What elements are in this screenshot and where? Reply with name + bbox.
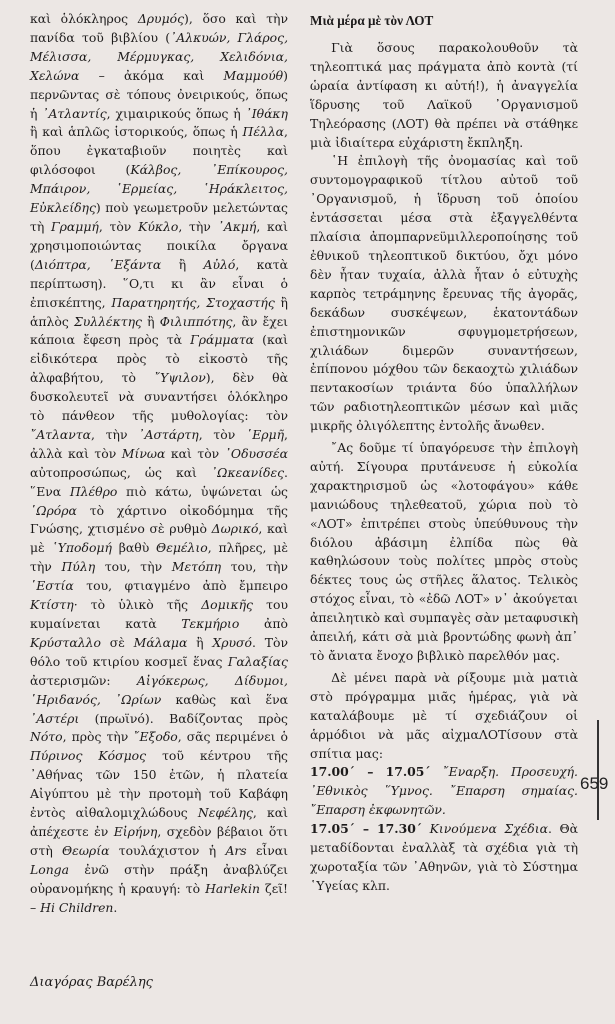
right-column — [310, 12, 578, 896]
paragraph-4: Δὲ μένει παρὰ νὰ ρίξουμε μιὰ ματιὰ στὸ πρόγραμμα μιᾶς ἡμέρας, γιὰ νὰ καταλάβουμε μὲ τί σχεδιάζουν οἱ ἁρμόδιοι νὰ μᾶς αἰχμαΛΟΤίσουν στὰ σπίτια μας: — [310, 669, 578, 761]
schedule-time-1: 17.00΄ – 17.05΄ — [310, 764, 431, 780]
schedule-text-1: ῎Εναρξη. Προσευχή. ᾿Εθνικὸς ῞Υμνος. ῎Επαρση σημαίας. ῎Επαρση ἐκφωνητῶν. — [310, 764, 578, 818]
schedule-text-2b: . Θὰ μεταδίδονται ἐναλλὰξ τὰ σχέδια γιὰ τὴ χωροταξία τῶν ᾿Αθηνῶν, γιὰ τὸ Σύστημα ῾Υγείας κλπ. — [310, 821, 578, 893]
left-column — [30, 10, 288, 918]
article-heading: Μιὰ μέρα μὲ τὸν ΛΟΤ — [310, 13, 434, 28]
schedule-text-2a: Κινούμενα Σχέδια — [429, 821, 548, 837]
author-signature: Διαγόρας Βαρέλης — [30, 975, 153, 990]
schedule-time-2: 17.05΄ – 17.30΄ — [310, 821, 423, 837]
paragraph-2: ῾Η ἐπιλογὴ τῆς ὀνομασίας καὶ τοῦ συντομογραφικοῦ τίτλου αὐτοῦ τοῦ ᾿Οργανισμοῦ, ἡ ἵδρυση τοῦ ὁποίου ἐντάσσεται μέσα στὰ ἐξαγγελθέντα πλαίσια ἀπομπαρνεϋμιλλεροποίησης τοῦ ἐθνικοῦ τηλεοπτικοῦ δικτύου, ὄχι μόνο δὲν ἦταν τυχαία, ἀλλὰ ἦταν ὁ εὐτυχὴς καρπὸς τετράμηνης ἔρευνας τῆς ἀγορᾶς, δεκάδων συσκέψεων, ἑκατοντάδων ἐπιστημονικῶν σφυγμομετρήσεων, χιλιάδων διμερῶν συναντήσεων, ἐπίπονου μόχθου τῶν δεκαοχτὼ χιλιάδων πεντακοσίων τριάντα δύο ὑπαλλήλων τῶν ραδιοτηλεοπτικῶν μέσων καὶ μιᾶς μικρῆς ὀλιγόλεπτης ἐντολῆς ἄνωθεν. — [310, 153, 578, 434]
paragraph-1: Γιὰ ὅσους παρακολουθοῦν τὰ τηλεοπτικά μας πράγματα ἀπὸ κοντὰ (τί ὡραία ἀντίφαση κι αὐτή!), ἡ ἀναγγελία ἵδρυσης τοῦ Λαϊκοῦ ᾿Οργανισμοῦ Τηλεόρασης (ΛΟΤ) θὰ πρέπει νὰ στάθηκε μιὰ ἰδιαίτερα εὐχάριστη ἔκπληξη. — [310, 40, 578, 150]
page-number: 659 — [580, 774, 609, 793]
schedule-entry-1 — [310, 763, 578, 820]
paragraph-3: ῎Ας δοῦμε τί ὑπαγόρευσε τὴν ἐπιλογὴ αὐτή. Σίγουρα πρυτάνευσε ἡ εὐκολία χαρακτηρισμοῦ ὡς «λοτοφάγου» κάθε μανιώδους τηλεθεατοῦ, χώρια ποὺ τὸ «ΛΟΤ» ἐπιτρέπει στοὺς ὑπεύθυνους τὴν διόλου ἀβάσιμη ἐλπίδα πὼς θὰ καθηλώσουν τοὺς πολίτες μπρὸς στοὺς δέκτες τους ὡς στῆλες ἅλατος. Τελικὸς στόχος εἶναι, τὸ «ἐδῶ ΛΟΤ» ν᾿ ἀκούγεται ἀπειλητικὸ καὶ συμπαγὲς σὰν μεταφυσικὴ ἀπειλή, κάτι σὰ μιὰ βροντώδης φωνὴ ἀπ᾿ τὸ ἄνιατα ἔνοχο βιβλικὸ παρελθόν μας. — [310, 440, 578, 663]
margin-rule — [597, 720, 599, 820]
left-paragraph: καὶ ὁλόκληρος Δρυμός), ὅσο καὶ τὴν πανίδα τοῦ βιβλίου (᾿Αλκυών, Γλάρος, Μέλισσα, Μέρμυγκας, Χελιδόνια, Χελώνα – ἀκόμα καὶ Μαμμούθ) περνῶντας σὲ τόπους ὀνειρικούς, ὅπως ἡ ᾿Ατλαντίς, χιμαιρικούς ὅπως ἡ ᾿Ιθάκη ἢ καὶ ἁπλῶς ἱστορικούς, ὅπως ἡ Πέλλα, ὅπου ἐγκαταβιοῦν ποιητὲς καὶ φιλόσοφοι (Κάλβος, ᾿Επίκουρος, Μπάιρον, ῾Ερμείας, ῾Ηράκλειτος, Εὐκλείδης) ποὺ γεωμετροῦν μελετώντας τὴ Γραμμή, τὸν Κύκλο, τὴν ᾿Ακμή, καὶ χρησιμοποιώντας ποικίλα ὄργανα (Διόπτρα, ῾Εξάντα ἢ Αὐλό, κατὰ περίπτωση). ῞Ο,τι κι ἂν εἶναι ὁ ἐπισκέπτης, Παρατηρητής, Στοχαστής ἢ ἁπλὸς Συλλέκτης ἢ Φιλιππότης, ἂν ἔχει κάποια ἔφεση πρὸς τὰ Γράμματα (καὶ εἰδικότερα πρὸς τὸ εἰκοστὸ τῆς ἀλφαβήτου, τὸ ῎Υψιλον), δὲν θὰ δυσκολευτεῖ νὰ συναντήσει ὁλόκληρο τὸ πάνθεον τῆς μυθολογίας: τὸν ῎Ατλαντα, τὴν ᾿Αστάρτη, τὸν ῾Ερμῆ, ἀλλὰ καὶ τὸν Μίνωα καὶ τὸν ᾿Οδυσσέα αὐτοπροσώπως, ὡς καὶ ᾿Ωκεανίδες. ῞Ενα Πλέθρο πιὸ κάτω, ὑψώνεται ὡς ῾Ωρόρα τὸ χάρτινο οἰκοδόμημα τῆς Γνώσης, χτισμένο σὲ ρυθμὸ Δωρικό, καὶ μὲ ῾Υποδομή βαθὺ Θεμέλιο, πλῆρες, μὲ τὴν Πύλη του, τὴν Μετόπη του, τὴν ῾Εστία του, φτιαγμένο ἀπὸ ἔμπειρο Κτίστη· τὸ ὑλικὸ τῆς Δομικῆς του κυμαίνεται κατὰ Τεκμήριο ἀπὸ Κρύσταλλο σὲ Μάλαμα ἢ Χρυσό. Τὸν θόλο τοῦ κτιρίου κοσμεῖ ἕνας Γαλαξίας ἀστερισμῶν: Αἰγόκερως, Δίδυμοι, ῾Ηριδανός, ᾿Ωρίων καθὼς καὶ ἕνα ᾿Αστέρι (πρωϊνό). Βαδίζοντας πρὸς Νότο, πρὸς τὴν ῎Εξοδο, σᾶς περιμένει ὁ Πύρινος Κόσμος τοῦ κέντρου τῆς ᾿Αθήνας τῶν 150 ἐτῶν, ἡ πλατεία Αἰγύπτου μὲ τὴν προτομὴ τοῦ Καβάφη ἐντὸς αἰθαλομιχλώδους Νεφέλης, καὶ ἀπέχεστε ἐν Εἰρήνη, σχεδὸν βέβαιοι ὅτι στὴ Θεωρία τουλάχιστον ἡ Ars εἶναι Longa ἐνῶ στὴν πράξη ἀναβλύζει οὐρανομήκης ἡ κραυγή: τὸ Harlekin ζεῖ! – Hi Children. — [30, 11, 289, 915]
schedule-entry-2 — [310, 820, 578, 896]
